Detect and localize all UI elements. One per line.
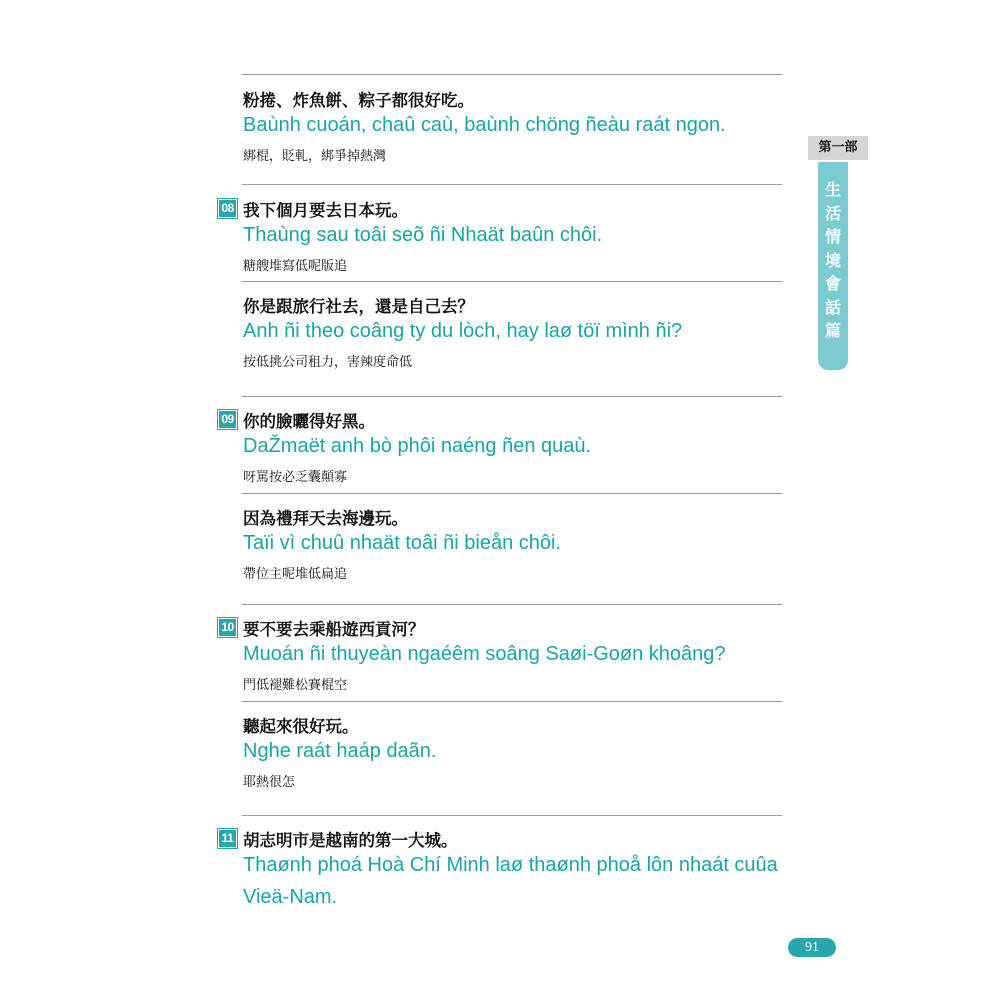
section-title-char: 情 <box>824 227 841 246</box>
section-title-char: 篇 <box>824 321 841 340</box>
section-title <box>818 178 848 343</box>
phrase-number-badge: 08 <box>218 199 237 218</box>
chinese-sentence: 聽起來很好玩。 <box>243 717 359 736</box>
section-title-char: 活 <box>824 203 841 223</box>
section-title-char: 生 <box>824 180 841 199</box>
pronunciation-guide: 呀罵按必乏囊顛寡 <box>243 470 348 485</box>
divider <box>242 604 782 605</box>
vietnamese-sentence: Baùnh cuoán, chaû caù, baùnh chöng ñeàu raát ngon. <box>243 114 726 136</box>
vietnamese-sentence: Thaùng sau toâi seõ ñi Nhaät baûn chôi. <box>243 224 603 246</box>
pronunciation-guide: 按低挑公司租力，害辣度命低 <box>243 355 413 370</box>
divider <box>242 281 782 282</box>
part-label: 第一部 <box>808 136 868 160</box>
divider <box>242 74 782 75</box>
section-tab <box>818 162 848 370</box>
divider <box>242 493 782 494</box>
vietnamese-sentence: Anh ñi theo coâng ty du lòch, hay laø töï mình ñi? <box>243 320 683 342</box>
chinese-sentence: 胡志明市是越南的第一大城。 <box>243 831 458 850</box>
vietnamese-sentence: Muoán ñi thuyeàn ngaéêm soâng Saøi-Goøn khoâng? <box>243 643 726 665</box>
divider <box>242 701 782 702</box>
divider <box>242 184 782 185</box>
chinese-sentence: 因為禮拜天去海邊玩。 <box>243 509 408 528</box>
chinese-sentence: 粉捲、炸魚餅、粽子都很好吃。 <box>243 91 474 110</box>
phrase-number-badge: 09 <box>218 410 237 429</box>
page-number: 91 <box>788 938 836 957</box>
phrase-number-badge: 10 <box>218 618 237 637</box>
phrase-number-badge: 11 <box>218 829 237 848</box>
chinese-sentence: 我下個月要去日本玩。 <box>243 201 408 220</box>
pronunciation-guide: 綁棍，貶軋，綁爭掉熱灣 <box>243 149 387 164</box>
vietnamese-sentence: Nghe raát haáp daãn. <box>243 740 437 762</box>
divider <box>242 815 782 816</box>
vietnamese-sentence: Thaønh phoá Hoà Chí Minh laø thaønh phoå lôn nhaát cuûa Vieä-Nam. <box>243 854 778 908</box>
pronunciation-guide: 耶熱很怎 <box>243 775 296 790</box>
section-title-char: 境 <box>824 250 841 270</box>
chinese-sentence: 你是跟旅行社去，還是自己去？ <box>243 297 474 316</box>
divider <box>242 396 782 397</box>
pronunciation-guide: 帶位主呢堆低扁追 <box>243 567 348 582</box>
chinese-sentence: 你的臉曬得好黑。 <box>243 412 375 431</box>
pronunciation-guide: 門低褪難松賽棍空 <box>243 678 348 693</box>
vietnamese-sentence: DaŽmaët anh bò phôi naéng ñen quaù. <box>243 435 592 457</box>
section-title-char: 話 <box>824 297 841 317</box>
vietnamese-sentence: Taïi vì chuû nhaät toâi ñi bieån chôi. <box>243 532 561 554</box>
section-title-char: 會 <box>824 274 841 293</box>
pronunciation-guide: 糖艘堆寫低呢版追 <box>243 259 348 274</box>
chinese-sentence: 要不要去乘船遊西貢河？ <box>243 620 425 639</box>
